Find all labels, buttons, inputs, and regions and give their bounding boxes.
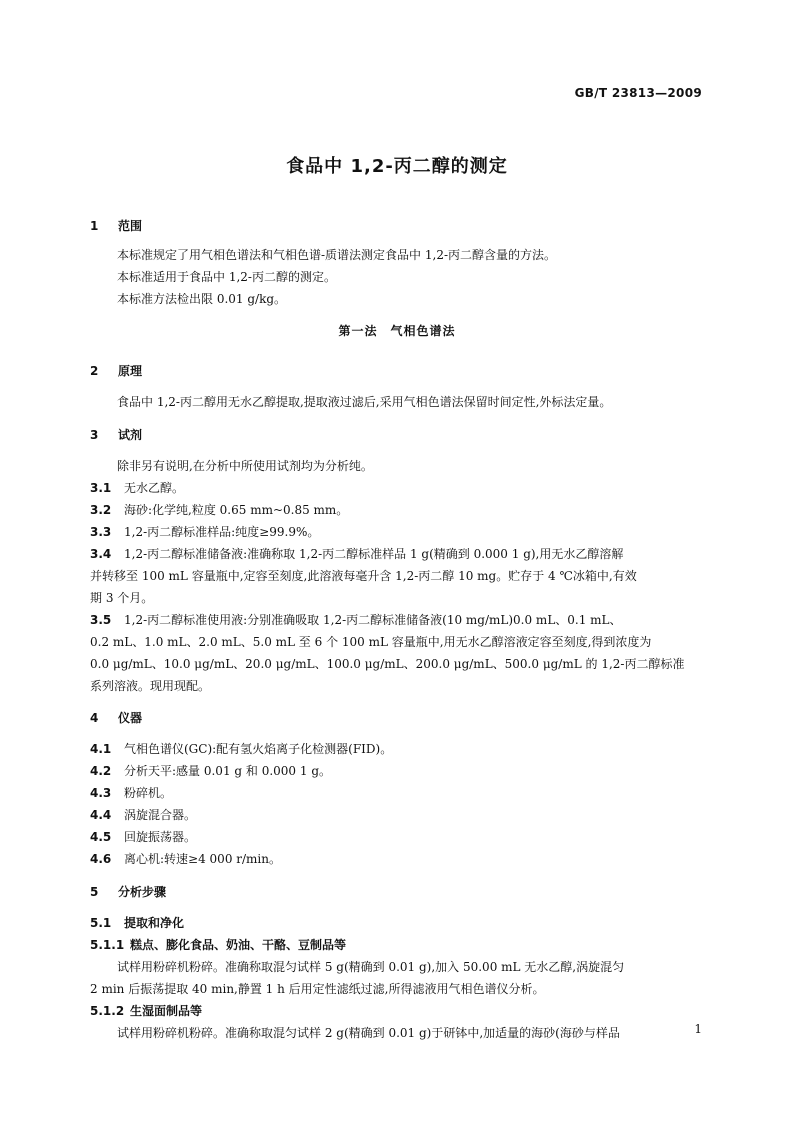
subsubsection-title: 糕点、膨化食品、奶油、干酪、豆制品等: [130, 938, 347, 952]
item-number: 3.1: [90, 481, 112, 495]
subsubsection-heading: [90, 935, 704, 955]
subsection-title: 提取和净化: [124, 916, 185, 930]
section-heading-5: [90, 882, 704, 902]
item-continuation: 期 3 个月。: [90, 591, 154, 605]
item-number: 4.2: [90, 764, 112, 778]
section-number: 5: [90, 885, 99, 899]
section-heading-2: [90, 361, 704, 381]
item-number: 4.3: [90, 786, 112, 800]
paragraph: 试样用粉碎机粉碎。准确称取混匀试样 2 g(精确到 0.01 g)于研钵中,加适量的海砂(海砂与样品: [117, 1026, 620, 1040]
subsubsection-heading: [90, 1001, 704, 1021]
item-text: 1,2-丙二醇标准样品:纯度≥99.9%。: [124, 525, 320, 539]
section-title: 分析步骤: [118, 885, 167, 899]
section-number: 2: [90, 364, 99, 378]
item-continuation: 0.2 mL、1.0 mL、2.0 mL、5.0 mL 至 6 个 100 mL 容量瓶中,用无水乙醇溶液定容至刻度,得到浓度为: [90, 635, 652, 649]
subsubsection-title: 生湿面制品等: [130, 1004, 203, 1018]
method-heading: 第一法 气相色谱法: [338, 324, 456, 338]
item-text: 回旋振荡器。: [124, 830, 197, 844]
item-text: 1,2-丙二醇标准使用液:分别准确吸取 1,2-丙二醇标准储备液(10 mg/mL)0.0 mL、0.1 mL、: [124, 613, 622, 627]
item-number: 4.5: [90, 830, 112, 844]
section-title: 仪器: [118, 711, 143, 725]
list-item: [90, 761, 704, 781]
item-number: 3.3: [90, 525, 112, 539]
subsubsection-number: 5.1.2: [90, 1004, 125, 1018]
list-item: [90, 805, 704, 825]
list-item: [90, 783, 704, 803]
page-number: 1: [694, 1022, 702, 1036]
list-item: [90, 739, 704, 759]
list-item: [90, 849, 704, 869]
item-text: 涡旋混合器。: [124, 808, 197, 822]
section-number: 3: [90, 428, 99, 442]
item-number: 4.4: [90, 808, 112, 822]
paragraph: 试样用粉碎机粉碎。准确称取混匀试样 5 g(精确到 0.01 g),加入 50.00 mL 无水乙醇,涡旋混匀: [117, 960, 625, 974]
section-title: 试剂: [118, 428, 143, 442]
subsection-heading: [90, 913, 704, 933]
item-number: 3.4: [90, 547, 112, 561]
item-number: 4.6: [90, 852, 112, 866]
section-heading-3: [90, 425, 704, 445]
item-text: 分析天平:感量 0.01 g 和 0.000 1 g。: [124, 764, 332, 778]
section-number: 4: [90, 711, 99, 725]
item-text: 离心机:转速≥4 000 r/min。: [124, 852, 281, 866]
list-item: [90, 500, 704, 520]
list-item: [90, 610, 704, 630]
paragraph: 本标准方法检出限 0.01 g/kg。: [117, 292, 287, 306]
item-continuation: 0.0 μg/mL、10.0 μg/mL、20.0 μg/mL、100.0 μg/mL、200.0 μg/mL、500.0 μg/mL 的 1,2-丙二醇标准: [90, 657, 685, 671]
paragraph: 本标准规定了用气相色谱法和气相色谱-质谱法测定食品中 1,2-丙二醇含量的方法。: [117, 248, 557, 262]
item-text: 1,2-丙二醇标准储备液:准确称取 1,2-丙二醇标准样品 1 g(精确到 0.000 1 g),用无水乙醇溶解: [124, 547, 624, 561]
subsection-number: 5.1: [90, 916, 112, 930]
item-number: 3.5: [90, 613, 112, 627]
item-text: 粉碎机。: [124, 786, 173, 800]
list-item: [90, 478, 704, 498]
item-text: 气相色谱仪(GC):配有氢火焰离子化检测器(FID)。: [124, 742, 393, 756]
list-item: [90, 544, 704, 564]
list-item: [90, 827, 704, 847]
section-title: 范围: [118, 219, 143, 233]
item-continuation: 系列溶液。现用现配。: [90, 679, 211, 693]
section-title: 原理: [118, 364, 143, 378]
section-heading-4: [90, 708, 704, 728]
item-text: 海砂:化学纯,粒度 0.65 mm~0.85 mm。: [124, 503, 349, 517]
item-continuation: 并转移至 100 mL 容量瓶中,定容至刻度,此溶液每毫升含 1,2-丙二醇 10 mg。贮存于 4 ℃冰箱中,有效: [90, 569, 637, 583]
paragraph: 食品中 1,2-丙二醇用无水乙醇提取,提取液过滤后,采用气相色谱法保留时间定性,外标法定量。: [117, 395, 612, 409]
paragraph: 本标准适用于食品中 1,2-丙二醇的测定。: [117, 270, 336, 284]
paragraph-continuation: 2 min 后振荡提取 40 min,静置 1 h 后用定性滤纸过滤,所得滤液用气相色谱仪分析。: [90, 982, 545, 996]
section-heading-1: [90, 216, 704, 236]
standard-number: GB/T 23813—2009: [574, 86, 702, 100]
subsubsection-number: 5.1.1: [90, 938, 125, 952]
item-text: 无水乙醇。: [124, 481, 185, 495]
section-number: 1: [90, 219, 99, 233]
document-title: 食品中 1,2-丙二醇的测定: [286, 156, 508, 177]
paragraph: 除非另有说明,在分析中所使用试剂均为分析纯。: [117, 459, 373, 473]
item-number: 3.2: [90, 503, 112, 517]
item-number: 4.1: [90, 742, 112, 756]
list-item: [90, 522, 704, 542]
